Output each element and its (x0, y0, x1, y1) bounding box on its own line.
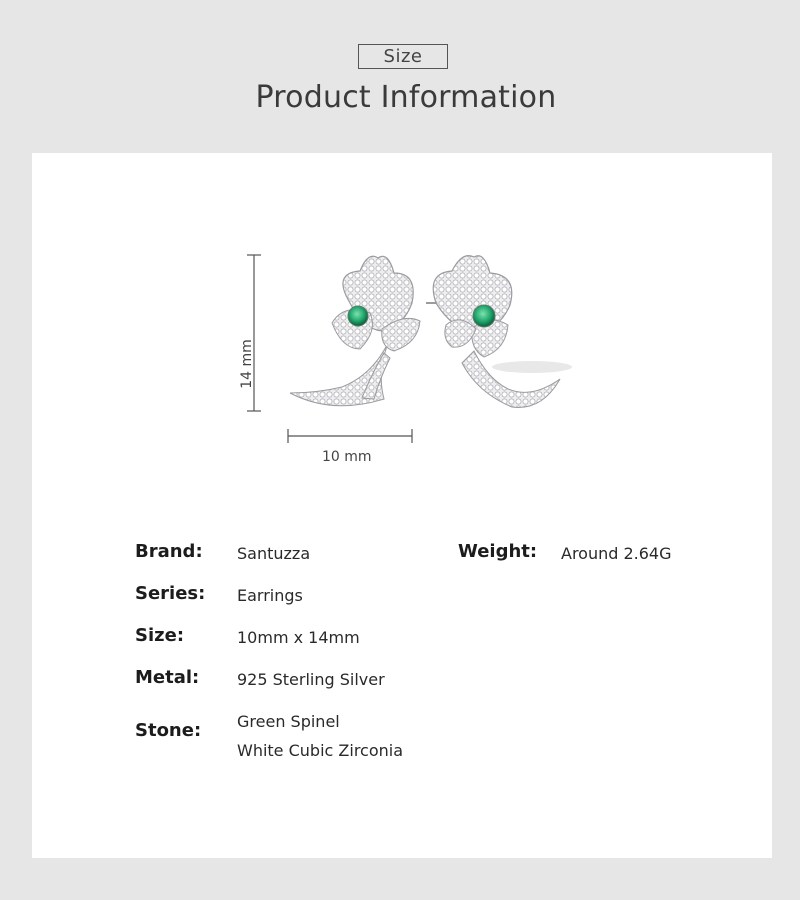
product-card (32, 153, 772, 858)
width-dimension (288, 429, 412, 443)
metal-value: 925 Sterling Silver (237, 670, 385, 689)
stone-value-2: White Cubic Zirconia (237, 741, 404, 760)
size-value: 10mm x 14mm (237, 628, 360, 647)
brand-value: Santuzza (237, 544, 311, 563)
series-label: Series: (135, 583, 206, 604)
weight-label: Weight: (458, 541, 538, 562)
height-dimension-label: 14 mm (238, 339, 255, 389)
earring-left (290, 256, 420, 406)
green-stone-left (348, 306, 368, 326)
width-dimension-label: 10 mm (322, 449, 372, 465)
size-tag: Size (358, 44, 448, 69)
brand-label: Brand: (135, 541, 203, 562)
product-image (32, 153, 772, 493)
stone-label: Stone: (135, 720, 202, 741)
size-label: Size: (135, 625, 185, 646)
metal-label: Metal: (135, 667, 200, 688)
page-title: Product Information (255, 80, 557, 115)
earring-right (426, 256, 572, 408)
weight-value: Around 2.64G (561, 544, 672, 563)
green-stone-right (473, 305, 495, 327)
stone-value-1: Green Spinel (237, 712, 340, 731)
series-value: Earrings (237, 586, 303, 605)
